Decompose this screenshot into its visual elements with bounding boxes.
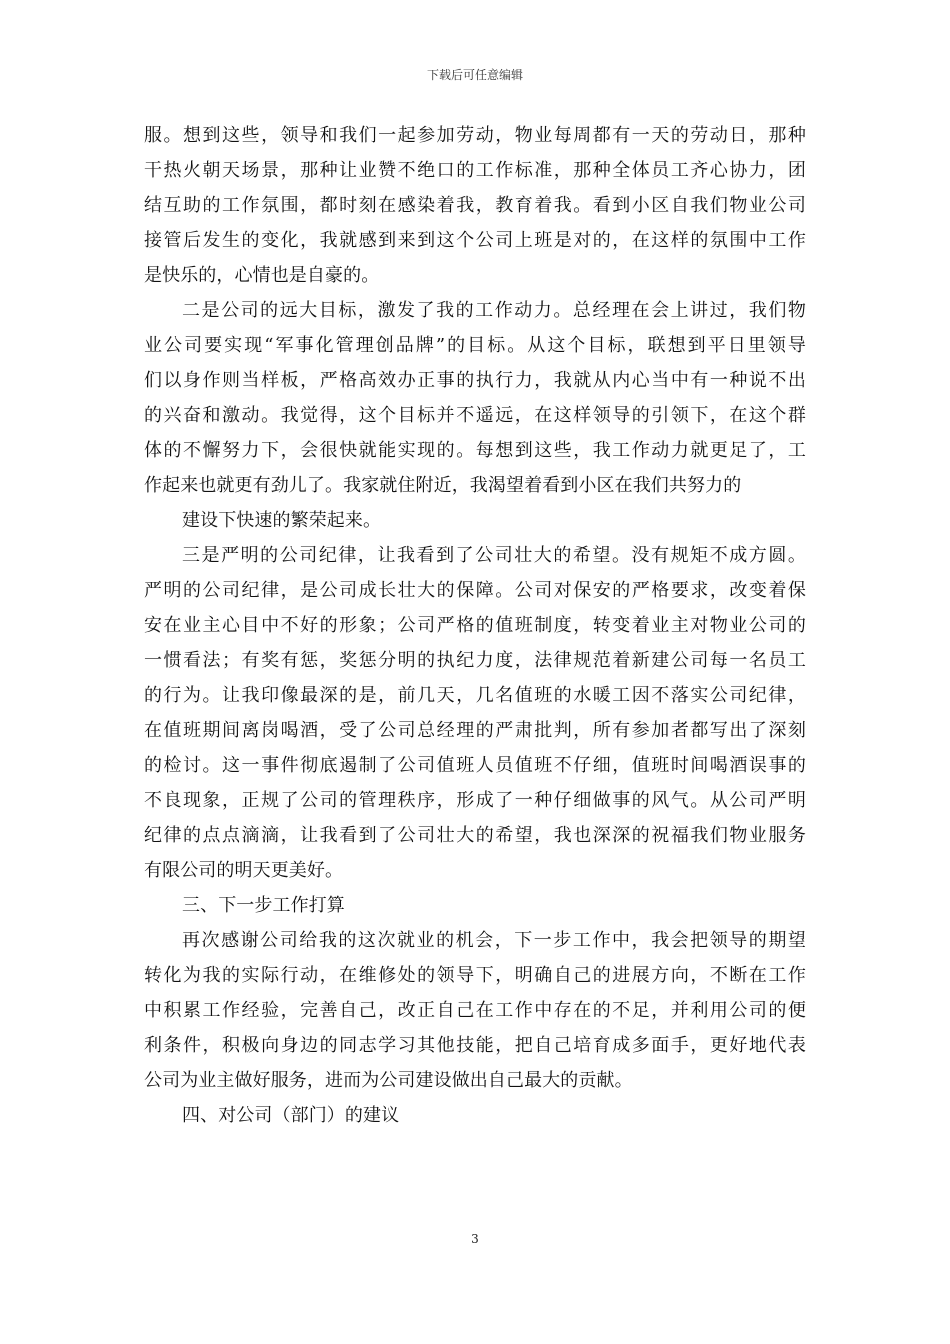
section-heading bbox=[144, 888, 806, 923]
text-line: 有限公司的明天更美好。 bbox=[144, 860, 344, 881]
text-line: 公司为业主做好服务，进而为公司建设做出自己最大的贡献。 bbox=[144, 1070, 633, 1091]
text-line: 利条件，积极向身边的同志学习其他技能，把自己培育成多面手，更好地代表 bbox=[144, 1035, 806, 1056]
text-line: 一惯看法；有奖有惩，奖惩分明的执纪力度，法律规范着新建公司每一名员工 bbox=[144, 650, 806, 671]
text-line: 建设下快速的繁荣起来。 bbox=[182, 510, 382, 531]
text-line: 安在业主心目中不好的形象；公司严格的值班制度，转变着业主对物业公司的 bbox=[144, 615, 806, 636]
text-line: 接管后发生的变化，我就感到来到这个公司上班是对的，在这样的氛围中工作 bbox=[144, 230, 806, 251]
text-line: 严明的公司纪律，是公司成长壮大的保障。公司对保安的严格要求，改变着保 bbox=[144, 580, 806, 601]
text-line: 二是公司的远大目标，激发了我的工作动力。总经理在会上讲过，我们物 bbox=[182, 300, 806, 321]
text-line: 中积累工作经验，完善自己，改正自己在工作中存在的不足，并利用公司的便 bbox=[144, 1000, 806, 1021]
paragraph bbox=[144, 293, 806, 503]
text-line: 服。想到这些，领导和我们一起参加劳动，物业每周都有一天的劳动日，那种 bbox=[144, 125, 806, 146]
text-line: 结互助的工作氛围，都时刻在感染着我，教育着我。看到小区自我们物业公司 bbox=[144, 195, 806, 216]
page-number: 3 bbox=[471, 1232, 479, 1246]
text-line: 四、对公司（部门）的建议 bbox=[182, 1105, 400, 1126]
text-line: 的行为。让我印像最深的是，前几天，几名值班的水暖工因不落实公司纪律， bbox=[144, 685, 806, 706]
text-line: 业公司要实现“军事化管理创品牌”的目标。从这个目标，联想到平日里领导 bbox=[144, 335, 806, 356]
page-header: 下载后可任意编辑 bbox=[426, 68, 523, 82]
text-line: 的兴奋和激动。我觉得，这个目标并不遥远，在这样领导的引领下，在这个群 bbox=[144, 405, 806, 426]
section-heading bbox=[144, 1098, 806, 1133]
document-body bbox=[144, 118, 806, 1133]
paragraph bbox=[144, 923, 806, 1098]
text-line: 是快乐的，心情也是自豪的。 bbox=[144, 265, 380, 286]
text-line: 作起来也就更有劲儿了。我家就住附近，我渴望着看到小区在我们共努力的 bbox=[144, 475, 742, 496]
text-line: 体的不懈努力下，会很快就能实现的。每想到这些，我工作动力就更足了，工 bbox=[144, 440, 806, 461]
paragraph bbox=[144, 118, 806, 293]
text-line: 转化为我的实际行动，在维修处的领导下，明确自己的进展方向，不断在工作 bbox=[144, 965, 806, 986]
text-line: 再次感谢公司给我的这次就业的机会，下一步工作中，我会把领导的期望 bbox=[182, 930, 806, 951]
paragraph bbox=[144, 538, 806, 888]
text-line: 三是严明的公司纪律，让我看到了公司壮大的希望。没有规矩不成方圆。 bbox=[182, 545, 806, 566]
text-line: 纪律的点点滴滴，让我看到了公司壮大的希望，我也深深的祝福我们物业服务 bbox=[144, 825, 806, 846]
text-line: 不良现象，正规了公司的管理秩序，形成了一种仔细做事的风气。从公司严明 bbox=[144, 790, 806, 811]
text-line: 三、下一步工作打算 bbox=[182, 895, 345, 916]
text-line: 们以身作则当样板，严格高效办正事的执行力，我就从内心当中有一种说不出 bbox=[144, 370, 806, 391]
paragraph bbox=[144, 503, 806, 538]
text-line: 在值班期间离岗喝酒，受了公司总经理的严肃批判，所有参加者都写出了深刻 bbox=[144, 720, 806, 741]
text-line: 干热火朝天场景，那种让业赞不绝口的工作标准，那种全体员工齐心协力，团 bbox=[144, 160, 806, 181]
text-line: 的检讨。这一事件彻底遏制了公司值班人员值班不仔细，值班时间喝酒误事的 bbox=[144, 755, 806, 776]
